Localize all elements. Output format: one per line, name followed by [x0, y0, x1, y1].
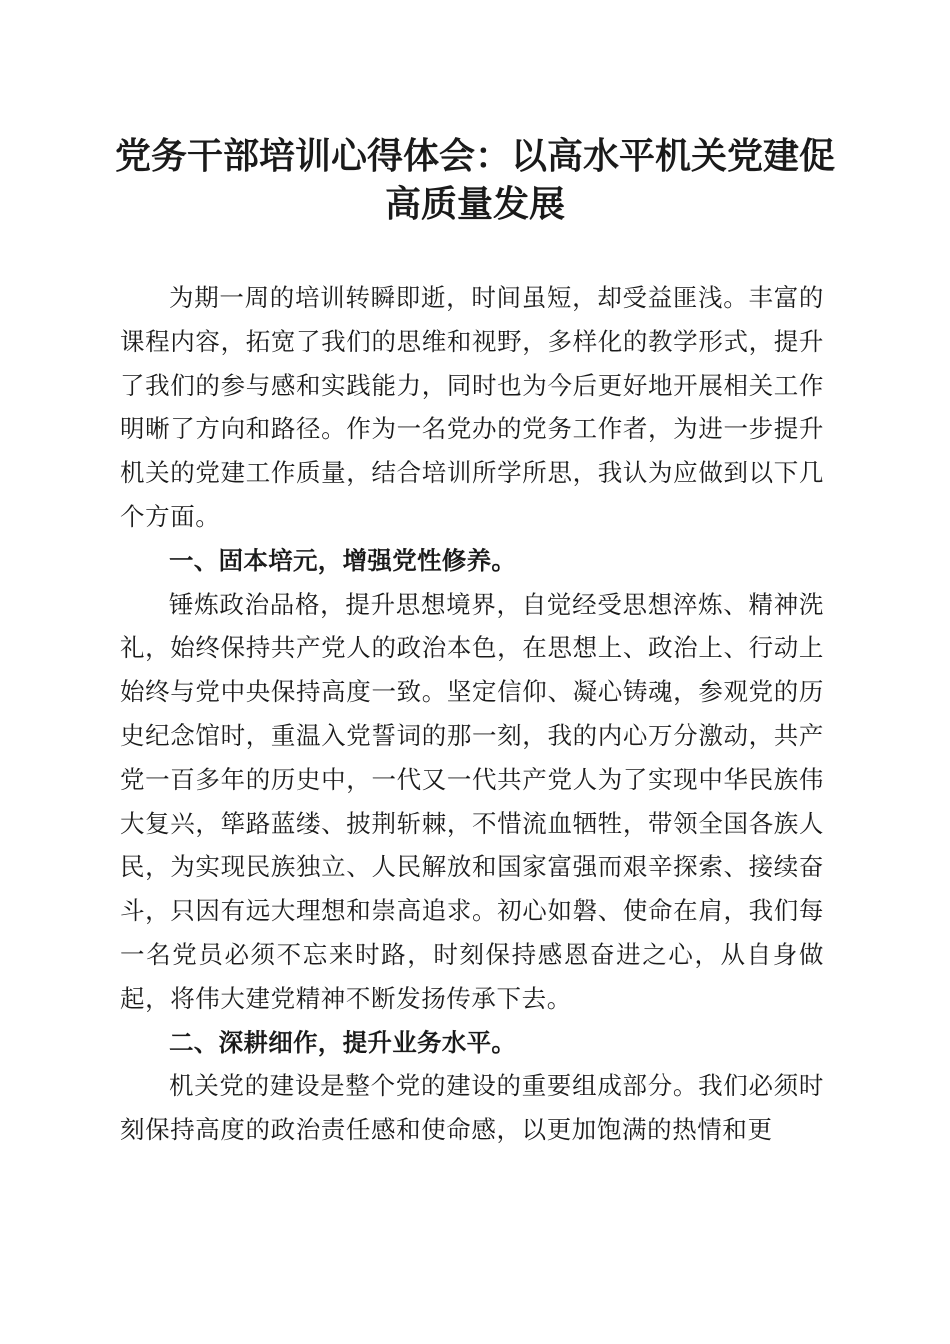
document-body [120, 276, 824, 1152]
title-line-1: 党务干部培训心得体会：以高水平机关党建促 [114, 135, 835, 177]
title-line-2: 高质量发展 [384, 183, 565, 225]
paragraph-intro: 为期一周的培训转瞬即逝，时间虽短，却受益匪浅。丰富的课程内容，拓宽了我们的思维和视野，多样化的教学形式，提升了我们的参与感和实践能力，同时也为今后更好地开展相关工作明晰了方向和路径。作为一名党办的党务工作者，为进一步提升机关的党建工作质量，结合培训所学所思，我认为应做到以下几个方面。 [120, 283, 824, 531]
section-heading-2: 二、深耕细作，提升业务水平。 [169, 1027, 517, 1057]
paragraph-section-2: 机关党的建设是整个党的建设的重要组成部分。我们必须时刻保持高度的政治责任感和使命感，以更加饱满的热情和更 [120, 1071, 824, 1145]
document-title [110, 132, 840, 228]
section-heading-1: 一、固本培元，增强党性修养。 [169, 545, 517, 575]
paragraph-section-1: 锤炼政治品格，提升思想境界，自觉经受思想淬炼、精神洗礼，始终保持共产党人的政治本色，在思想上、政治上、行动上始终与党中央保持高度一致。坚定信仰、凝心铸魂，参观党的历史纪念馆时，重温入党誓词的那一刻，我的内心万分激动，共产党一百多年的历史中，一代又一代共产党人为了实现中华民族伟大复兴，筚路蓝缕、披荆斩棘，不惜流血牺牲，带领全国各族人民，为实现民族独立、人民解放和国家富强而艰辛探索、接续奋斗，只因有远大理想和崇高追求。初心如磐、使命在肩，我们每一名党员必须不忘来时路，时刻保持感恩奋进之心，从自身做起，将伟大建党精神不断发扬传承下去。 [120, 589, 824, 1013]
